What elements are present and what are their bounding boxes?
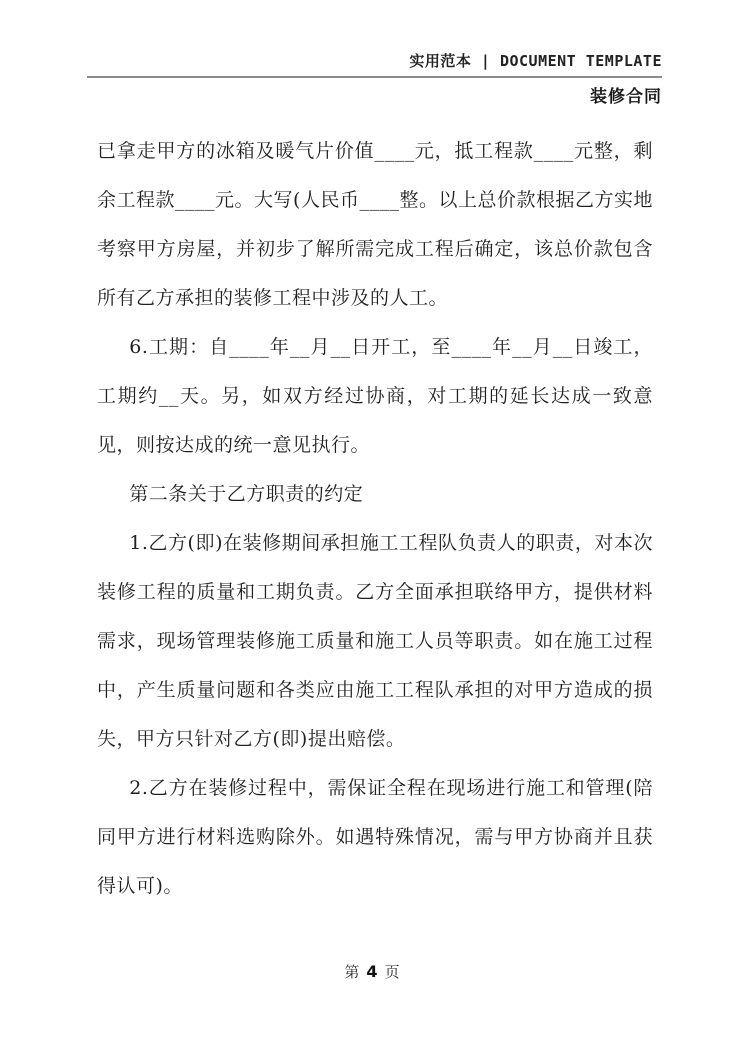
paragraph: 2.乙方在装修过程中，需保证全程在现场进行施工和管理(陪同甲方进行材料选购除外。如遇特殊情况，需与甲方协商并且获得认可)。 bbox=[97, 777, 653, 897]
page-number: 4 bbox=[366, 962, 378, 981]
page-header bbox=[87, 50, 662, 107]
document-title: 装修合同 bbox=[590, 87, 662, 107]
paragraph: 第二条关于乙方职责的约定 bbox=[129, 483, 364, 505]
document-body bbox=[97, 127, 653, 911]
page-number-prefix: 第 bbox=[344, 963, 360, 981]
brand-text: 实用范本 | DOCUMENT TEMPLATE bbox=[87, 50, 662, 78]
page-footer bbox=[0, 961, 744, 982]
paragraph: 6.工期：自____年__月__日开工，至____年__月__日竣工，工期约__天。另，如双方经过协商，对工期的延长达成一致意见，则按达成的统一意见执行。 bbox=[97, 336, 653, 456]
page-number-suffix: 页 bbox=[384, 963, 400, 981]
paragraph: 1.乙方(即)在装修期间承担施工工程队负责人的职责，对本次装修工程的质量和工期负责。乙方全面承担联络甲方，提供材料需求，现场管理装修施工质量和施工人员等职责。如在施工过程中，产生质量问题和各类应由施工工程队承担的对甲方造成的损失，甲方只针对乙方(即)提出赔偿。 bbox=[97, 532, 653, 750]
paragraph: 已拿走甲方的冰箱及暖气片价值____元，抵工程款____元整，剩余工程款____元。大写(人民币____整。以上总价款根据乙方实地考察甲方房屋，并初步了解所需完成工程后确定，该总价款包含所有乙方承担的装修工程中涉及的人工。 bbox=[97, 140, 653, 309]
